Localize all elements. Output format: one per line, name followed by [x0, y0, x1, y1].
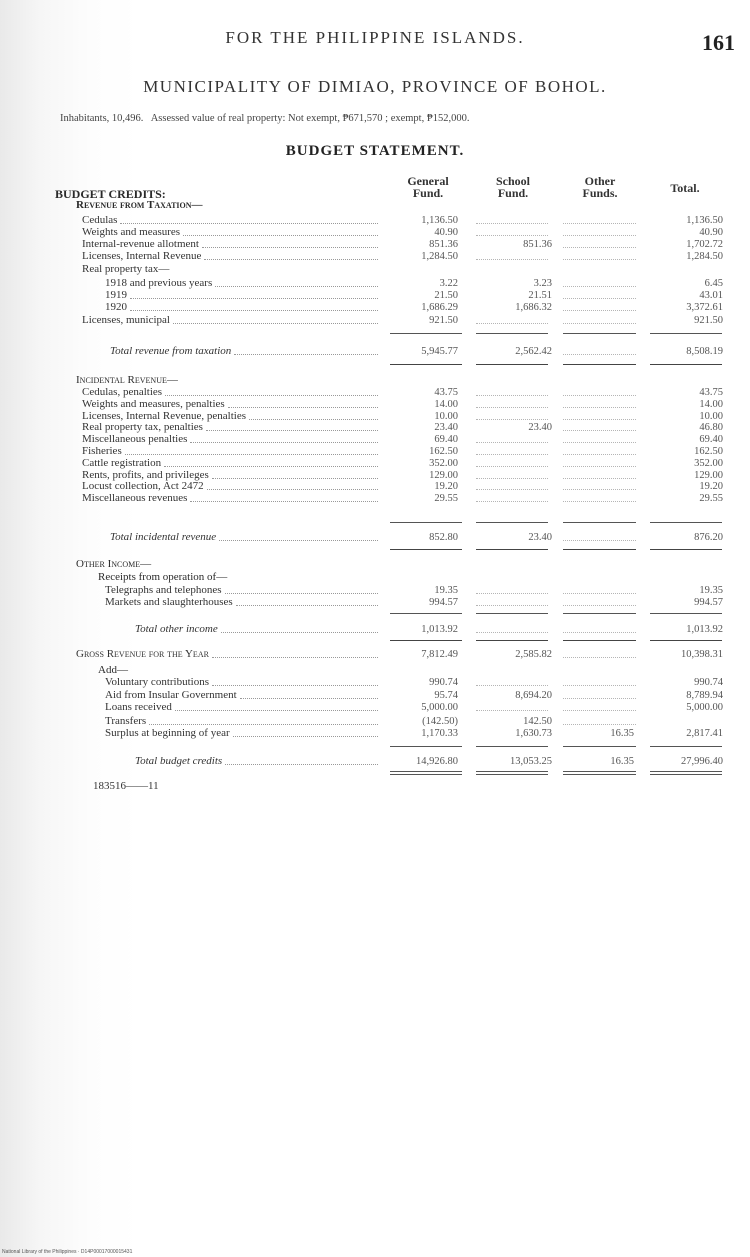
blank-line: [476, 235, 548, 236]
footer-code: 183516——11: [93, 780, 159, 792]
col-general-fund: [393, 175, 463, 199]
general-fund-value: (142.50): [422, 716, 458, 727]
general-fund-value: 3.22: [439, 278, 458, 289]
blank-line: [563, 605, 636, 606]
leader-dots: [233, 736, 378, 737]
column-rule: [650, 613, 722, 614]
blank-line: [563, 442, 636, 443]
blank-line: [563, 247, 636, 248]
leader-dots: [212, 685, 378, 686]
total-value: 990.74: [694, 677, 723, 688]
total-value: 352.00: [694, 458, 723, 469]
blank-line: [563, 407, 636, 408]
column-rule: [650, 522, 722, 523]
blank-line: [563, 286, 636, 287]
total-value: 1,702.72: [686, 239, 723, 250]
total-value: 19.20: [699, 481, 723, 492]
total-value: 43.01: [699, 290, 723, 301]
column-rule: [563, 364, 636, 365]
general-fund-value: 5,000.00: [421, 702, 458, 713]
school-fund-value: 13,053.25: [510, 756, 552, 767]
general-fund-value: 29.55: [434, 493, 458, 504]
row-label: Rents, profits, and privileges: [82, 469, 209, 481]
row-label: Locust collection, Act 2472: [82, 480, 204, 492]
leader-dots: [130, 298, 378, 299]
general-fund-value: 994.57: [429, 597, 458, 608]
taxation-row: [60, 250, 725, 263]
general-fund-value: 95.74: [434, 690, 458, 701]
receipts-heading: Receipts from operation of—: [98, 571, 228, 583]
general-fund-value: 162.50: [429, 446, 458, 457]
column-rule: [650, 640, 722, 641]
school-fund-value: 3.23: [533, 278, 552, 289]
blank-line: [563, 501, 636, 502]
taxation-heading: Revenue from Taxation—: [76, 199, 203, 211]
col-general-line2: Fund.: [412, 186, 444, 200]
general-fund-value: 14,926.80: [416, 756, 458, 767]
blank-line: [476, 710, 548, 711]
row-label: Total revenue from taxation: [110, 345, 232, 357]
school-fund-value: 1,686.32: [515, 302, 552, 313]
general-fund-value: 14.00: [434, 399, 458, 410]
row-label: Miscellaneous penalties: [82, 433, 188, 445]
other-income-heading: Other Income—: [76, 558, 152, 570]
total-value: 46.80: [699, 422, 723, 433]
column-rule: [476, 364, 548, 365]
col-total: Total.: [670, 181, 700, 195]
leader-dots: [202, 247, 378, 248]
other-funds-value: 16.35: [610, 728, 634, 739]
total-value: 19.35: [699, 585, 723, 596]
total-value: 1,013.92: [686, 624, 723, 635]
leader-dots: [175, 710, 378, 711]
total-value: 40.90: [699, 227, 723, 238]
school-fund-value: 851.36: [523, 239, 552, 250]
blank-line: [563, 466, 636, 467]
total-value: 129.00: [694, 470, 723, 481]
blank-line: [563, 724, 636, 725]
row-label: Miscellaneous revenues: [82, 492, 188, 504]
blank-line: [563, 235, 636, 236]
leader-dots: [219, 540, 378, 541]
col-other-line2: Funds.: [582, 186, 618, 200]
total-taxation-row: [60, 345, 725, 358]
row-label: Markets and slaughterhouses: [105, 596, 233, 608]
general-fund-value: 1,686.29: [421, 302, 458, 313]
row-label: Voluntary contributions: [105, 676, 209, 688]
leader-dots: [206, 430, 378, 431]
row-label: Total other income: [135, 623, 218, 635]
blank-line: [563, 489, 636, 490]
blank-line: [563, 298, 636, 299]
blank-line: [563, 632, 636, 633]
blank-line: [563, 685, 636, 686]
municipality-info: [60, 113, 469, 124]
column-rule: [650, 333, 722, 334]
row-label: Fisheries: [82, 445, 122, 457]
row-label: Total incidental revenue: [110, 531, 217, 543]
column-rule: [563, 522, 636, 523]
general-fund-value: 19.20: [434, 481, 458, 492]
scan-credit: National Library of the Philippines · D14P00017000015431: [2, 1249, 133, 1255]
leader-dots: [236, 605, 378, 606]
col-school-line2: Fund.: [497, 186, 529, 200]
blank-line: [476, 489, 548, 490]
column-rule: [476, 522, 548, 523]
column-rule: [390, 771, 462, 775]
blank-line: [476, 223, 548, 224]
row-label: Licenses, Internal Revenue: [82, 250, 202, 262]
school-fund-value: 21.51: [528, 290, 552, 301]
leader-dots: [212, 657, 378, 658]
total-value: 876.20: [694, 532, 723, 543]
leader-dots: [240, 698, 378, 699]
leader-dots: [234, 354, 378, 355]
row-label: Cedulas: [82, 214, 118, 226]
column-rule: [476, 333, 548, 334]
general-fund-value: 5,945.77: [421, 346, 458, 357]
leader-dots: [149, 724, 378, 725]
total-value: 1,136.50: [686, 215, 723, 226]
column-rule: [476, 613, 548, 614]
column-rule: [650, 771, 722, 775]
column-rule: [390, 364, 462, 365]
gross-revenue-row: [60, 648, 725, 661]
total-value: 8,789.94: [686, 690, 723, 701]
row-label: Transfers: [105, 715, 147, 727]
total-other-income-row: [60, 623, 725, 636]
blank-line: [563, 710, 636, 711]
school-fund-value: 142.50: [523, 716, 552, 727]
leader-dots: [212, 478, 378, 479]
blank-line: [476, 605, 548, 606]
column-rule: [476, 771, 548, 775]
leader-dots: [190, 442, 378, 443]
column-rule: [390, 333, 462, 334]
column-rule: [563, 549, 636, 550]
column-rule: [563, 640, 636, 641]
total-value: 43.75: [699, 387, 723, 398]
blank-line: [476, 259, 548, 260]
blank-line: [476, 395, 548, 396]
general-fund-value: 1,136.50: [421, 215, 458, 226]
general-fund-value: 19.35: [434, 585, 458, 596]
leader-dots: [221, 632, 378, 633]
row-label: Total budget credits: [135, 755, 223, 767]
blank-line: [563, 310, 636, 311]
general-fund-value: 1,284.50: [421, 251, 458, 262]
column-rule: [563, 746, 636, 747]
row-label: Real property tax, penalties: [82, 421, 203, 433]
school-fund-value: 8,694.20: [515, 690, 552, 701]
taxation-row: [60, 263, 725, 276]
row-label: Internal-revenue allotment: [82, 238, 199, 250]
blank-line: [476, 407, 548, 408]
blank-line: [563, 430, 636, 431]
general-fund-value: 1,013.92: [421, 624, 458, 635]
column-rule: [390, 746, 462, 747]
running-title: FOR THE PHILIPPINE ISLANDS.: [225, 28, 525, 47]
total-value: 8,508.19: [686, 346, 723, 357]
blank-line: [563, 657, 636, 658]
blank-line: [563, 698, 636, 699]
row-label: Real property tax—: [82, 263, 170, 275]
page-number: 161: [702, 30, 735, 55]
total-value: 5,000.00: [686, 702, 723, 713]
blank-line: [476, 685, 548, 686]
row-label: Cedulas, penalties: [82, 386, 163, 398]
col-general-line1: General: [407, 174, 449, 188]
col-other-line1: Other: [584, 174, 616, 188]
blank-line: [563, 223, 636, 224]
leader-dots: [173, 323, 378, 324]
blank-line: [563, 454, 636, 455]
row-label: Licenses, municipal: [82, 314, 170, 326]
general-fund-value: 7,812.49: [421, 649, 458, 660]
total-value: 162.50: [694, 446, 723, 457]
row-label: Weights and measures: [82, 226, 181, 238]
general-fund-value: 21.50: [434, 290, 458, 301]
column-rule: [476, 640, 548, 641]
row-label: Gross Revenue for the Year: [76, 648, 209, 660]
total-value: 10.00: [699, 411, 723, 422]
leader-dots: [249, 419, 378, 420]
row-label: Weights and measures, penalties: [82, 398, 225, 410]
column-rule: [563, 333, 636, 334]
general-fund-value: 23.40: [434, 422, 458, 433]
row-label: Aid from Insular Government: [105, 689, 237, 701]
general-fund-value: 852.80: [429, 532, 458, 543]
row-label: Cattle registration: [82, 457, 162, 469]
general-fund-value: 851.36: [429, 239, 458, 250]
column-rule: [650, 364, 722, 365]
row-label: Loans received: [105, 701, 172, 713]
total-value: 6.45: [704, 278, 723, 289]
leader-dots: [165, 395, 378, 396]
blank-line: [476, 466, 548, 467]
blank-line: [476, 478, 548, 479]
leader-dots: [183, 235, 378, 236]
row-label: Surplus at beginning of year: [105, 727, 230, 739]
general-fund-value: 129.00: [429, 470, 458, 481]
taxation-row: [60, 301, 725, 314]
row-label: Telegraphs and telephones: [105, 584, 222, 596]
blank-line: [476, 442, 548, 443]
school-fund-value: 2,562.42: [515, 346, 552, 357]
add-row: [60, 701, 725, 714]
blank-line: [476, 454, 548, 455]
total-value: 921.50: [694, 315, 723, 326]
leader-dots: [120, 223, 378, 224]
leader-dots: [130, 310, 378, 311]
leader-dots: [207, 489, 378, 490]
col-school-line1: School: [495, 174, 530, 188]
leader-dots: [190, 501, 378, 502]
leader-dots: [228, 407, 378, 408]
column-rule: [563, 771, 636, 775]
total-value: 27,996.40: [681, 756, 723, 767]
school-fund-value: 23.40: [528, 532, 552, 543]
budget-credits-heading: BUDGET CREDITS:: [55, 187, 166, 201]
total-value: 14.00: [699, 399, 723, 410]
leader-dots: [225, 593, 378, 594]
total-value: 10,398.31: [681, 649, 723, 660]
general-fund-value: 990.74: [429, 677, 458, 688]
column-rule: [390, 613, 462, 614]
statement-title: BUDGET STATEMENT.: [285, 143, 465, 159]
general-fund-value: 40.90: [434, 227, 458, 238]
leader-dots: [204, 259, 378, 260]
general-fund-value: 10.00: [434, 411, 458, 422]
row-label: 1918 and previous years: [105, 277, 213, 289]
blank-line: [563, 259, 636, 260]
total-budget-credits-row: [60, 755, 725, 768]
blank-line: [476, 632, 548, 633]
column-rule: [650, 746, 722, 747]
general-fund-value: 43.75: [434, 387, 458, 398]
add-row: [60, 676, 725, 689]
school-fund-value: 1,630.73: [515, 728, 552, 739]
add-heading: Add—: [98, 664, 128, 676]
incidental-row: [60, 492, 725, 505]
leader-dots: [225, 764, 378, 765]
general-fund-value: 921.50: [429, 315, 458, 326]
blank-line: [563, 540, 636, 541]
general-fund-value: 1,170.33: [421, 728, 458, 739]
municipality-title: MUNICIPALITY OF DIMIAO, PROVINCE OF BOHOL.: [143, 77, 607, 96]
row-label: 1920: [105, 301, 127, 313]
leader-dots: [125, 454, 378, 455]
add-row: [60, 727, 725, 740]
column-rule: [476, 746, 548, 747]
incidental-heading: Incidental Revenue—: [76, 374, 178, 386]
column-rule: [563, 613, 636, 614]
taxation-row: [60, 314, 725, 327]
blank-line: [563, 354, 636, 355]
school-fund-value: 2,585.82: [515, 649, 552, 660]
other-funds-value: 16.35: [610, 756, 634, 767]
column-rule: [650, 549, 722, 550]
blank-line: [563, 478, 636, 479]
blank-line: [476, 593, 548, 594]
assessed-value-text: Assessed value of real property: Not exempt, ₱671,570 ; exempt, ₱152,000.: [150, 113, 470, 124]
total-value: 1,284.50: [686, 251, 723, 262]
col-school-fund: [478, 175, 548, 199]
general-fund-value: 352.00: [429, 458, 458, 469]
blank-line: [563, 395, 636, 396]
general-fund-value: 69.40: [434, 434, 458, 445]
total-value: 69.40: [699, 434, 723, 445]
total-incidental-row: [60, 531, 725, 544]
row-label: 1919: [105, 289, 127, 301]
total-value: 2,817.41: [686, 728, 723, 739]
blank-line: [563, 593, 636, 594]
total-value: 3,372.61: [686, 302, 723, 313]
blank-line: [476, 419, 548, 420]
blank-line: [476, 323, 548, 324]
total-value: 994.57: [694, 597, 723, 608]
col-other-funds: [565, 175, 635, 199]
leader-dots: [215, 286, 378, 287]
column-rule: [390, 640, 462, 641]
school-fund-value: 23.40: [528, 422, 552, 433]
blank-line: [563, 419, 636, 420]
blank-line: [476, 501, 548, 502]
leader-dots: [164, 466, 378, 467]
column-rule: [476, 549, 548, 550]
row-label: Licenses, Internal Revenue, penalties: [82, 410, 247, 422]
blank-line: [563, 323, 636, 324]
other-income-row: [60, 596, 725, 609]
inhabitants-text: Inhabitants, 10,496.: [60, 113, 144, 124]
column-rule: [390, 549, 462, 550]
column-rule: [390, 522, 462, 523]
total-value: 29.55: [699, 493, 723, 504]
